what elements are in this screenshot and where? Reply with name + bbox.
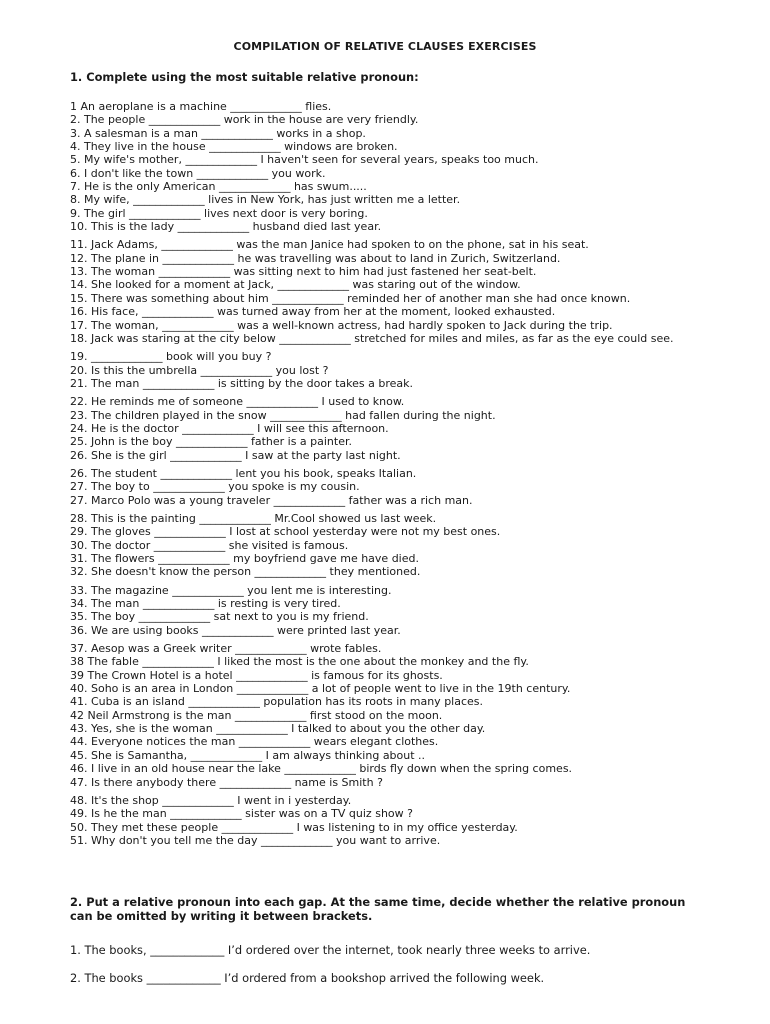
exercise-item: 51. Why don't you tell me the day _____________ you want to arrive.	[70, 833, 441, 847]
exercise-item: 25. John is the boy _____________ father is a painter.	[70, 435, 352, 449]
exercise-item: 33. The magazine _____________ you lent me is interesting.	[70, 583, 392, 597]
exercise-item: 35. The boy _____________ sat next to you is my friend.	[70, 610, 369, 624]
exercise-item: 15. There was something about him _____________ reminded her of another man she had once known.	[70, 291, 631, 305]
section1-exercises	[70, 100, 710, 852]
exercise-group	[70, 100, 710, 233]
exercise-group	[70, 584, 710, 637]
exercise-item: 11. Jack Adams, _____________ was the man Janice had spoken to on the phone, sat in his seat.	[70, 238, 589, 252]
exercise-item: 1 An aeroplane is a machine _____________ flies.	[70, 100, 332, 113]
exercise-item: 31. The flowers _____________ my boyfriend gave me have died.	[70, 552, 419, 565]
exercise-item: 13. The woman _____________ was sitting next to him had just fastened her seat-belt.	[70, 265, 537, 279]
exercise-item: 3. A salesman is a man _____________ works in a shop.	[70, 126, 366, 140]
exercise-item: 48. It's the shop _____________ I went in i yesterday.	[70, 793, 352, 807]
exercise-item: 32. She doesn't know the person _____________ they mentioned.	[70, 565, 421, 579]
exercise-item: 37. Aesop was a Greek writer _____________ wrote fables.	[70, 642, 382, 656]
exercise-item: 9. The girl _____________ lives next door is very boring.	[70, 206, 368, 220]
section2-item: 2. The books _____________ I’d ordered from a bookshop arrived the following week.	[70, 971, 545, 985]
exercise-item: 42 Neil Armstrong is the man _____________ first stood on the moon.	[70, 708, 443, 722]
exercise-item: 50. They met these people _____________ I was listening to in my office yesterday.	[70, 820, 518, 834]
exercise-item: 28. This is the painting _____________ Mr.Cool showed us last week.	[70, 511, 437, 525]
exercise-item: 2. The people _____________ work in the house are very friendly.	[70, 113, 419, 127]
exercise-item: 14. She looked for a moment at Jack, _____________ was staring out of the window.	[70, 278, 521, 292]
exercise-item: 16. His face, _____________ was turned away from her at the moment, looked exhausted.	[70, 305, 556, 319]
exercise-item: 24. He is the doctor _____________ I will see this afternoon.	[70, 421, 389, 435]
section1-heading: 1. Complete using the most suitable relative pronoun:	[70, 70, 419, 84]
exercise-item: 5. My wife's mother, _____________ I haven't seen for several years, speaks too much.	[70, 153, 539, 167]
exercise-item: 44. Everyone notices the man _____________ wears elegant clothes.	[70, 735, 439, 749]
exercise-item: 34. The man _____________ is resting is very tired.	[70, 597, 341, 611]
exercise-item: 12. The plane in _____________ he was travelling was about to land in Zurich, Switzerland.	[70, 251, 561, 265]
exercise-item: 43. Yes, she is the woman _____________ I talked to about you the other day.	[70, 722, 486, 736]
exercise-group	[70, 350, 710, 390]
exercise-item: 46. I live in an old house near the lake _____________ birds fly down when the spring comes.	[70, 762, 573, 776]
exercise-item: 17. The woman, _____________ was a well-known actress, had hardly spoken to Jack during the trip.	[70, 318, 613, 332]
exercise-item: 18. Jack was staring at the city below _____________ stretched for miles and miles, as far as the eye could see.	[70, 331, 674, 345]
exercise-item: 23. The children played in the snow _____________ had fallen during the night.	[70, 408, 496, 422]
exercise-item: 4. They live in the house _____________ windows are broken.	[70, 140, 398, 154]
exercise-item: 19. _____________ book will you buy ?	[70, 350, 272, 364]
section2-heading: 2. Put a relative pronoun into each gap. At the same time, decide whether the relative pronoun can be omitted by writing it between brackets.	[70, 895, 686, 923]
exercise-item: 41. Cuba is an island _____________ population has its roots in many places.	[70, 695, 484, 709]
exercise-item: 10. This is the lady _____________ husband died last year.	[70, 220, 382, 234]
exercise-item: 6. I don't like the town _____________ you work.	[70, 166, 326, 180]
exercise-item: 20. Is this the umbrella _____________ you lost ?	[70, 363, 329, 377]
section2-item: 1. The books, _____________ I’d ordered over the internet, took nearly three weeks to arrive.	[70, 943, 591, 957]
page-title: COMPILATION OF RELATIVE CLAUSES EXERCISES	[233, 40, 537, 53]
exercise-group	[70, 794, 710, 847]
exercise-item: 36. We are using books _____________ were printed last year.	[70, 623, 401, 637]
exercise-item: 8. My wife, _____________ lives in New York, has just written me a letter.	[70, 193, 461, 207]
exercise-item: 7. He is the only American _____________ has swum.....	[70, 180, 367, 194]
exercise-item: 22. He reminds me of someone _____________ I used to know.	[70, 395, 405, 409]
exercise-group	[70, 642, 710, 789]
exercise-group	[70, 512, 710, 579]
exercise-group	[70, 395, 710, 462]
exercise-item: 39 The Crown Hotel is a hotel _____________ is famous for its ghosts.	[70, 668, 443, 682]
exercise-item: 47. Is there anybody there _____________ name is Smith ?	[70, 775, 383, 789]
exercise-item: 30. The doctor _____________ she visited is famous.	[70, 538, 349, 552]
exercise-item: 21. The man _____________ is sitting by the door takes a break.	[70, 376, 413, 390]
exercise-item: 26. The student _____________ lent you his book, speaks Italian.	[70, 466, 417, 480]
exercise-group	[70, 467, 710, 507]
exercise-group	[70, 238, 710, 345]
exercise-item: 38 The fable _____________ I liked the most is the one about the monkey and the fly.	[70, 655, 529, 669]
exercise-item: 49. Is he the man _____________ sister was on a TV quiz show ?	[70, 807, 413, 821]
exercise-item: 26. She is the girl _____________ I saw at the party last night.	[70, 448, 401, 462]
exercise-item: 29. The gloves _____________ I lost at school yesterday were not my best ones.	[70, 525, 501, 539]
exercise-item: 45. She is Samantha, _____________ I am always thinking about ..	[70, 748, 426, 762]
exercise-item: 27. Marco Polo was a young traveler _____________ father was a rich man.	[70, 493, 473, 507]
exercise-item: 27. The boy to _____________ you spoke is my cousin.	[70, 480, 360, 494]
exercise-item: 40. Soho is an area in London _____________ a lot of people went to live in the 19th century.	[70, 682, 571, 696]
